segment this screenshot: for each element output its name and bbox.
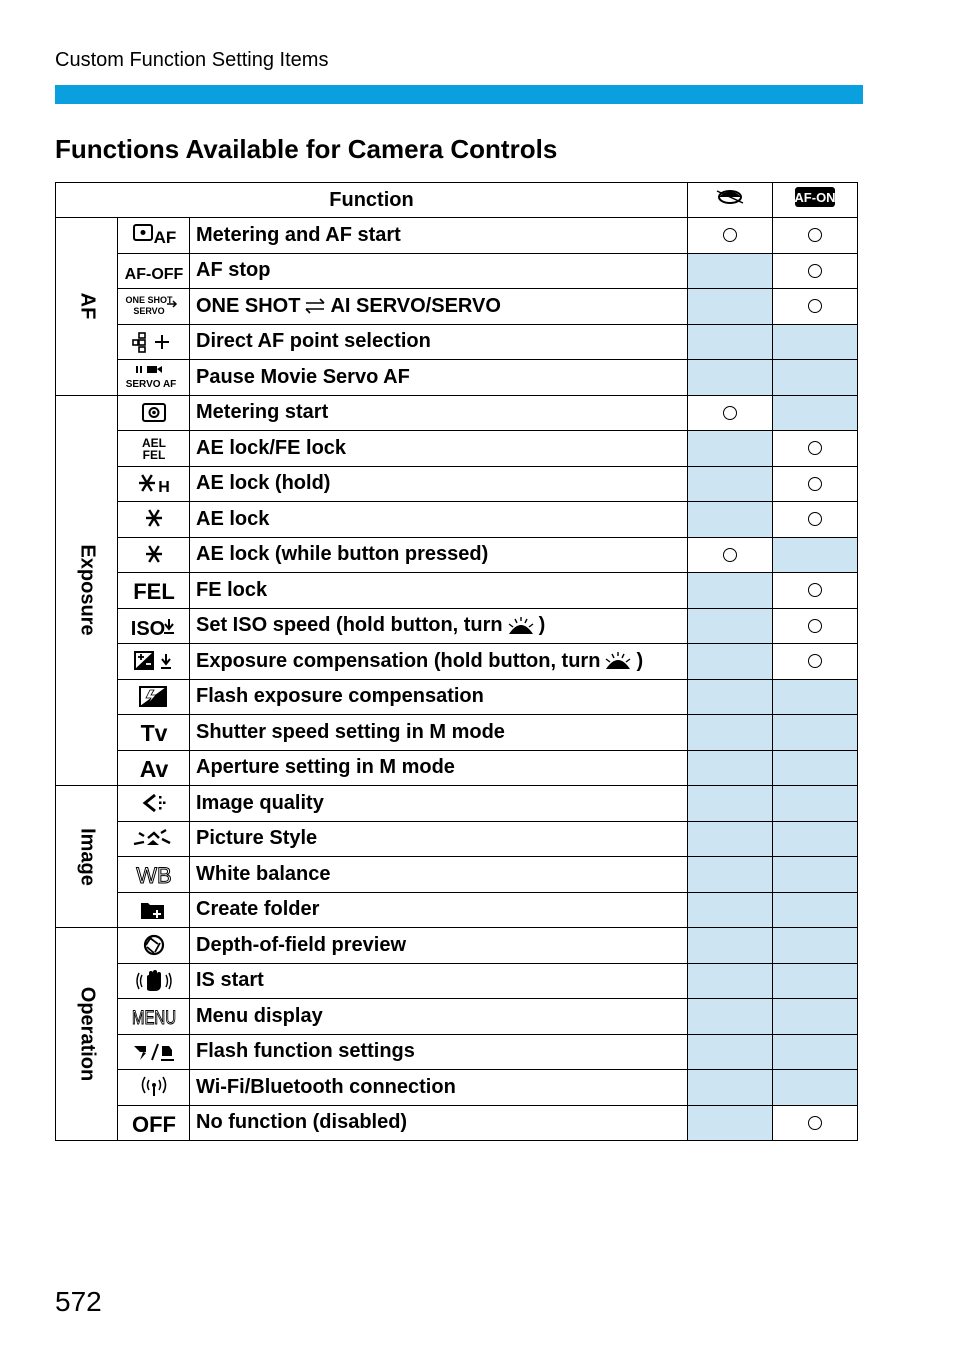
- function-name-cell: [190, 360, 688, 396]
- af-on-column-header: [773, 183, 858, 218]
- running-header: Custom Function Setting Items: [55, 49, 329, 71]
- af-on-availability-cell: [773, 963, 858, 999]
- av-icon: [131, 754, 177, 782]
- shutter-availability-cell: [688, 324, 773, 360]
- function-name-cell: [190, 679, 688, 715]
- svg-text:ISO: ISO: [130, 617, 165, 640]
- swap-arrows-icon: [303, 297, 327, 315]
- function-icon-cell: [118, 360, 190, 396]
- function-name-cell: [190, 644, 688, 680]
- function-name-cell: [190, 999, 688, 1035]
- table-row: [56, 786, 858, 822]
- function-name-cell: [190, 857, 688, 893]
- shutter-availability-cell: [688, 395, 773, 431]
- shutter-availability-cell: [688, 750, 773, 786]
- function-label: AE lock (while button pressed): [196, 543, 489, 566]
- af-on-availability-cell: [773, 218, 858, 254]
- table-header-row: [56, 183, 858, 218]
- af-on-availability-cell: [773, 715, 858, 751]
- svg-text:AF: AF: [153, 228, 176, 248]
- function-icon-cell: [118, 253, 190, 289]
- function-label: Depth-of-field preview: [196, 933, 407, 956]
- header-rule-bar: [55, 85, 863, 104]
- group-label: AF: [76, 292, 98, 320]
- function-name-cell: [190, 715, 688, 751]
- function-icon-cell: [118, 786, 190, 822]
- shutter-availability-cell: [688, 537, 773, 573]
- table-row: [56, 431, 858, 467]
- svg-text:SERVO AF: SERVO AF: [125, 379, 176, 391]
- table-row: [56, 395, 858, 431]
- shutter-availability-cell: [688, 360, 773, 396]
- table-row: [56, 644, 858, 680]
- function-name-cell: [190, 1034, 688, 1070]
- af-on-availability-cell: [773, 360, 858, 396]
- af-on-availability-cell: [773, 892, 858, 928]
- group-label-cell: [56, 395, 118, 786]
- af-on-availability-cell: [773, 289, 858, 325]
- group-label-cell: [56, 928, 118, 1141]
- table-row: [56, 1105, 858, 1141]
- af-on-availability-cell: [773, 502, 858, 538]
- function-name-cell: [190, 786, 688, 822]
- function-name-cell: [190, 928, 688, 964]
- shutter-availability-cell: [688, 963, 773, 999]
- is-start-icon: [131, 967, 177, 995]
- function-name-cell: [190, 218, 688, 254]
- ae-lock-hold-icon: [131, 470, 177, 498]
- available-circle-icon: [808, 477, 822, 491]
- function-icon-cell: [118, 218, 190, 254]
- function-name-cell: [190, 573, 688, 609]
- functions-table: [55, 182, 858, 1141]
- group-label: Image: [76, 827, 98, 886]
- available-circle-icon: [808, 619, 822, 633]
- function-name-cell: [190, 537, 688, 573]
- function-icon-cell: [118, 1070, 190, 1106]
- shutter-column-header: [688, 183, 773, 218]
- table-row: [56, 537, 858, 573]
- shutter-availability-cell: [688, 1105, 773, 1141]
- group-label: Operation: [76, 986, 98, 1082]
- available-circle-icon: [723, 406, 737, 420]
- function-icon-cell: [118, 324, 190, 360]
- af-on-availability-cell: [773, 395, 858, 431]
- function-label: IS start: [196, 969, 264, 992]
- function-label: Image quality: [196, 791, 324, 814]
- function-icon-cell: [118, 892, 190, 928]
- ae-lock-icon: [131, 541, 177, 569]
- table-row: [56, 218, 858, 254]
- svg-text:FEL: FEL: [142, 448, 165, 463]
- af-on-availability-cell: [773, 1070, 858, 1106]
- depth-of-field-icon: [131, 931, 177, 959]
- function-name-cell: [190, 289, 688, 325]
- fel-icon: [131, 576, 177, 604]
- tv-icon: [131, 718, 177, 746]
- available-circle-icon: [723, 548, 737, 562]
- shutter-availability-cell: [688, 289, 773, 325]
- function-label: Shutter speed setting in M mode: [196, 720, 505, 743]
- table-row: [56, 963, 858, 999]
- af-on-availability-cell: [773, 1105, 858, 1141]
- shutter-button-icon: [715, 187, 745, 207]
- flash-function-icon: [131, 1038, 177, 1066]
- function-label: Wi-Fi/Bluetooth connection: [196, 1075, 456, 1098]
- function-icon-cell: [118, 963, 190, 999]
- shutter-availability-cell: [688, 502, 773, 538]
- table-row: [56, 573, 858, 609]
- metering-start-icon: [131, 399, 177, 427]
- shutter-availability-cell: [688, 857, 773, 893]
- metering-af-start-icon: [131, 221, 177, 249]
- table-row: [56, 360, 858, 396]
- svg-text:H: H: [157, 478, 170, 496]
- available-circle-icon: [808, 583, 822, 597]
- function-icon-cell: [118, 679, 190, 715]
- af-on-availability-cell: [773, 466, 858, 502]
- function-label: Menu display: [196, 1004, 323, 1027]
- function-icon-cell: [118, 466, 190, 502]
- function-name-cell: [190, 750, 688, 786]
- function-icon-cell: [118, 289, 190, 325]
- function-label-suffix: ): [538, 614, 546, 637]
- function-label: Metering and AF start: [196, 223, 401, 246]
- af-on-availability-cell: [773, 537, 858, 573]
- wb-icon: [131, 860, 177, 888]
- table-row: [56, 253, 858, 289]
- function-label: Flash exposure compensation: [196, 685, 484, 708]
- function-name-cell: [190, 466, 688, 502]
- af-on-availability-cell: [773, 253, 858, 289]
- main-dial-icon: [603, 651, 633, 671]
- picture-style-icon: [131, 825, 177, 853]
- af-on-button-icon: [794, 186, 836, 208]
- function-label: Exposure compensation (hold button, turn: [196, 649, 601, 672]
- af-on-availability-cell: [773, 1034, 858, 1070]
- function-column-header: Function: [56, 183, 688, 218]
- pause-movie-servo-af-icon: [125, 363, 177, 391]
- af-on-availability-cell: [773, 644, 858, 680]
- svg-text:WB: WB: [135, 863, 172, 889]
- function-label: AE lock/FE lock: [196, 436, 347, 459]
- function-label: Metering start: [196, 401, 329, 424]
- function-name-cell: [190, 608, 688, 644]
- create-folder-icon: [131, 896, 177, 924]
- menu-icon: [131, 1002, 177, 1030]
- af-on-availability-cell: [773, 679, 858, 715]
- shutter-availability-cell: [688, 253, 773, 289]
- function-name-cell: [190, 253, 688, 289]
- svg-text:MENU: MENU: [131, 1008, 176, 1030]
- svg-text:AEL: AEL: [141, 436, 166, 451]
- function-label-suffix: ): [636, 649, 644, 672]
- off-icon: [131, 1109, 177, 1137]
- function-name-cell: [190, 502, 688, 538]
- table-row: [56, 750, 858, 786]
- flash-exposure-comp-icon: [131, 683, 177, 711]
- wifi-bluetooth-icon: [131, 1073, 177, 1101]
- af-on-availability-cell: [773, 324, 858, 360]
- function-icon-cell: [118, 644, 190, 680]
- available-circle-icon: [723, 228, 737, 242]
- available-circle-icon: [808, 299, 822, 313]
- function-icon-cell: [118, 573, 190, 609]
- table-row: [56, 679, 858, 715]
- function-label: Direct AF point selection: [196, 330, 431, 353]
- function-icon-cell: [118, 750, 190, 786]
- svg-text:Av: Av: [139, 755, 168, 782]
- function-icon-cell: [118, 857, 190, 893]
- group-label-cell: [56, 218, 118, 396]
- page-number: 572: [55, 1286, 102, 1317]
- function-label: No function (disabled): [196, 1111, 408, 1134]
- shutter-availability-cell: [688, 928, 773, 964]
- table-row: [56, 502, 858, 538]
- function-name-cell: [190, 892, 688, 928]
- af-on-availability-cell: [773, 821, 858, 857]
- function-label: Create folder: [196, 898, 320, 921]
- table-row: [56, 1070, 858, 1106]
- function-icon-cell: [118, 537, 190, 573]
- shutter-availability-cell: [688, 999, 773, 1035]
- svg-text:AF-ON: AF-ON: [794, 190, 836, 205]
- table-row: [56, 324, 858, 360]
- shutter-availability-cell: [688, 786, 773, 822]
- ael-fel-icon: [131, 434, 177, 462]
- function-icon-cell: [118, 502, 190, 538]
- function-label: Set ISO speed (hold button, turn: [196, 614, 503, 637]
- shutter-availability-cell: [688, 466, 773, 502]
- function-icon-cell: [118, 821, 190, 857]
- shutter-availability-cell: [688, 715, 773, 751]
- svg-text:SERVO: SERVO: [132, 306, 165, 317]
- function-label: AE lock (hold): [196, 472, 331, 495]
- function-name-cell: [190, 821, 688, 857]
- available-circle-icon: [808, 228, 822, 242]
- table-row: [56, 928, 858, 964]
- table-row: [56, 821, 858, 857]
- af-on-availability-cell: [773, 999, 858, 1035]
- af-off-icon: [124, 257, 183, 285]
- svg-text:AF-OFF: AF-OFF: [124, 265, 183, 283]
- function-label-part: ONE SHOT: [196, 294, 301, 317]
- function-label: FE lock: [196, 578, 268, 601]
- direct-af-point-icon: [131, 328, 177, 356]
- af-on-availability-cell: [773, 786, 858, 822]
- af-on-availability-cell: [773, 573, 858, 609]
- function-name-cell: [190, 1070, 688, 1106]
- iso-icon: [131, 612, 177, 640]
- function-icon-cell: [118, 928, 190, 964]
- shutter-availability-cell: [688, 1034, 773, 1070]
- main-dial-icon: [506, 616, 536, 636]
- function-label: Pause Movie Servo AF: [196, 365, 410, 388]
- af-on-availability-cell: [773, 608, 858, 644]
- one-shot-servo-icon: [124, 292, 177, 320]
- function-icon-cell: [118, 431, 190, 467]
- group-label: Exposure: [76, 544, 98, 636]
- function-label: Flash function settings: [196, 1040, 415, 1063]
- shutter-availability-cell: [688, 573, 773, 609]
- table-row: [56, 715, 858, 751]
- table-row: [56, 857, 858, 893]
- function-icon-cell: [118, 1034, 190, 1070]
- function-icon-cell: [118, 395, 190, 431]
- shutter-availability-cell: [688, 1070, 773, 1106]
- function-label-part: AI SERVO/SERVO: [330, 294, 501, 317]
- svg-text:ONE SHOT: ONE SHOT: [124, 295, 173, 306]
- shutter-availability-cell: [688, 218, 773, 254]
- svg-text:Tv: Tv: [140, 720, 167, 747]
- available-circle-icon: [808, 441, 822, 455]
- shutter-availability-cell: [688, 608, 773, 644]
- function-name-cell: [190, 431, 688, 467]
- shutter-availability-cell: [688, 892, 773, 928]
- af-on-availability-cell: [773, 857, 858, 893]
- af-on-availability-cell: [773, 431, 858, 467]
- function-icon-cell: [118, 999, 190, 1035]
- function-label: Aperture setting in M mode: [196, 756, 455, 779]
- svg-text:OFF: OFF: [131, 1111, 176, 1137]
- section-title: Functions Available for Camera Controls: [55, 134, 558, 164]
- function-name-cell: [190, 395, 688, 431]
- image-quality-icon: [131, 789, 177, 817]
- table-row: [56, 999, 858, 1035]
- function-icon-cell: [118, 1105, 190, 1141]
- table-row: [56, 466, 858, 502]
- table-row: [56, 892, 858, 928]
- function-label: Picture Style: [196, 827, 318, 850]
- function-name-cell: [190, 1105, 688, 1141]
- shutter-availability-cell: [688, 821, 773, 857]
- available-circle-icon: [808, 1116, 822, 1130]
- table-row: [56, 289, 858, 325]
- group-label-cell: [56, 786, 118, 928]
- available-circle-icon: [808, 264, 822, 278]
- function-icon-cell: [118, 608, 190, 644]
- svg-text:FEL: FEL: [132, 579, 175, 605]
- exposure-comp-icon: [131, 647, 177, 675]
- function-icon-cell: [118, 715, 190, 751]
- table-row: [56, 608, 858, 644]
- function-name-cell: [190, 324, 688, 360]
- function-label: AE lock: [196, 507, 270, 530]
- function-label: White balance: [196, 862, 331, 885]
- function-label: AF stop: [196, 259, 271, 282]
- af-on-availability-cell: [773, 928, 858, 964]
- function-name-cell: [190, 963, 688, 999]
- ae-lock-icon: [131, 505, 177, 533]
- available-circle-icon: [808, 654, 822, 668]
- shutter-availability-cell: [688, 644, 773, 680]
- shutter-availability-cell: [688, 679, 773, 715]
- af-on-availability-cell: [773, 750, 858, 786]
- table-row: [56, 1034, 858, 1070]
- shutter-availability-cell: [688, 431, 773, 467]
- available-circle-icon: [808, 512, 822, 526]
